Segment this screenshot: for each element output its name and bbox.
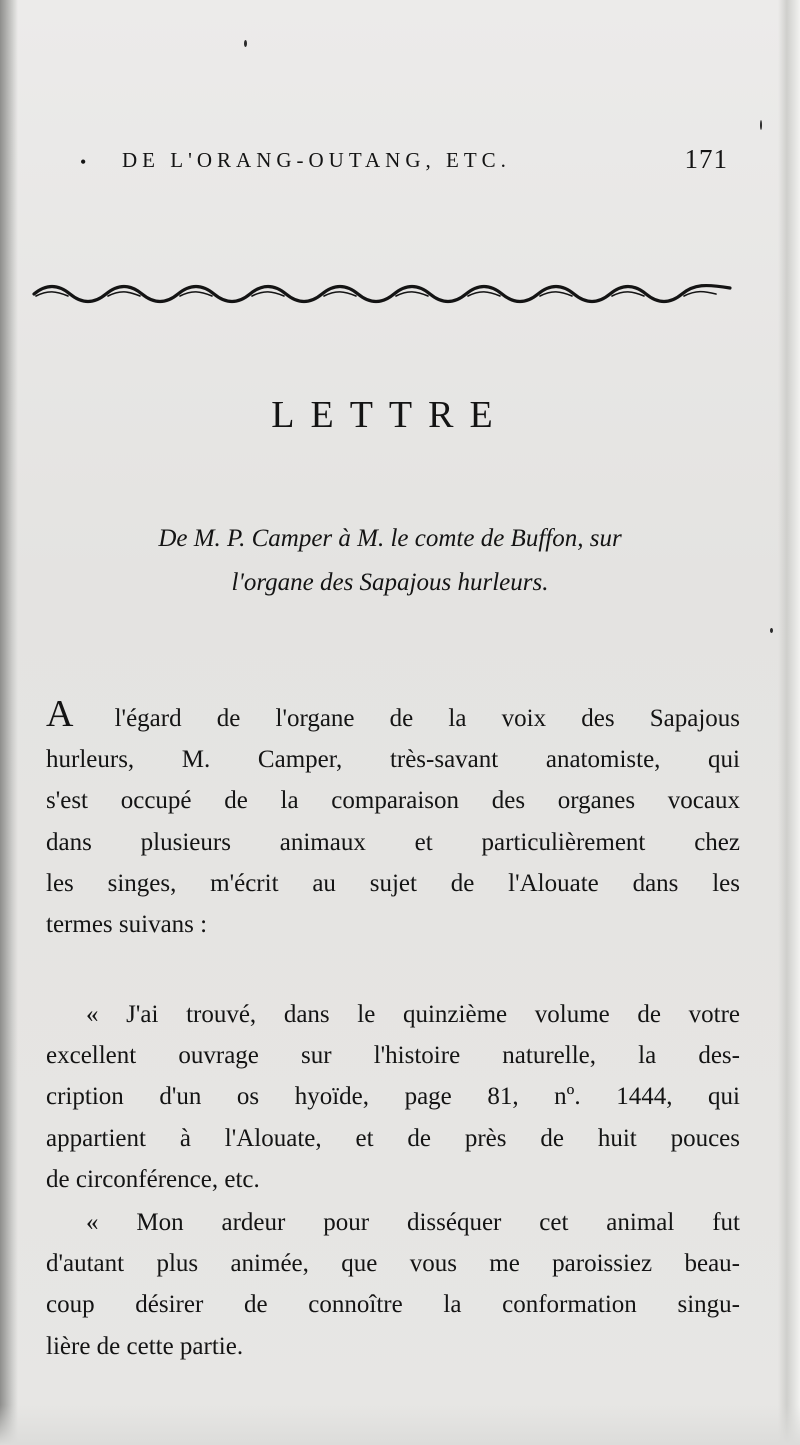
ink-speck xyxy=(770,628,773,633)
running-head xyxy=(80,144,728,184)
text-line: lière de cette partie. xyxy=(46,1332,244,1360)
subtitle-line-1: De M. P. Camper à M. le comte de Buffon, sur xyxy=(158,525,622,552)
letter-title: LETTRE xyxy=(271,394,509,436)
running-head-bullet: • xyxy=(80,152,87,172)
text-line: s'est occupé de la comparaison des organes vocaux xyxy=(46,787,740,815)
running-head-title: DE L'ORANG-OUTANG, ETC. xyxy=(122,148,511,172)
text-line: termes suivans : xyxy=(46,911,208,939)
text-line: de circonférence, etc. xyxy=(46,1165,260,1193)
text-line: « Mon ardeur pour disséquer cet animal fut xyxy=(86,1209,740,1236)
paragraph-1 xyxy=(46,693,740,945)
text-line: d'autant plus animée, que vous me paroissiez beau- xyxy=(46,1250,740,1278)
text-line: dans plusieurs animaux et particulièrement chez xyxy=(46,828,740,856)
text-line: excellent ouvrage sur l'histoire naturelle, la des- xyxy=(46,1042,740,1070)
ink-speck xyxy=(760,120,762,130)
text-line: hurleurs, M. Camper, très-savant anatomiste, qui xyxy=(46,746,740,774)
text-line: coup désirer de connoître la conformation singu- xyxy=(46,1291,740,1319)
drop-cap: A xyxy=(46,693,74,735)
text-line: cription d'un os hyoïde, page 81, nº. 1444, qui xyxy=(46,1083,740,1111)
wavy-rule-ornament xyxy=(32,278,732,306)
page-number: 171 xyxy=(684,144,728,174)
text-line xyxy=(46,693,740,739)
letter-subtitle xyxy=(40,517,740,605)
page-bottom-edge xyxy=(0,1405,800,1445)
text-line: appartient à l'Alouate, et de près de huit pouces xyxy=(46,1124,740,1152)
subtitle-line-2: l'organe des Sapajous hurleurs. xyxy=(231,569,549,596)
text-line-content: l'égard de l'organe de la voix des Sapajous xyxy=(79,705,740,732)
page-edge xyxy=(778,0,800,1445)
text-line: les singes, m'écrit au sujet de l'Alouate dans les xyxy=(46,869,740,897)
ink-speck xyxy=(244,40,247,47)
text-line: « J'ai trouvé, dans le quinzième volume de votre xyxy=(86,1001,740,1028)
paragraph-2 xyxy=(46,994,740,1200)
binding-shadow xyxy=(0,0,18,1445)
paragraph-3 xyxy=(46,1202,740,1367)
